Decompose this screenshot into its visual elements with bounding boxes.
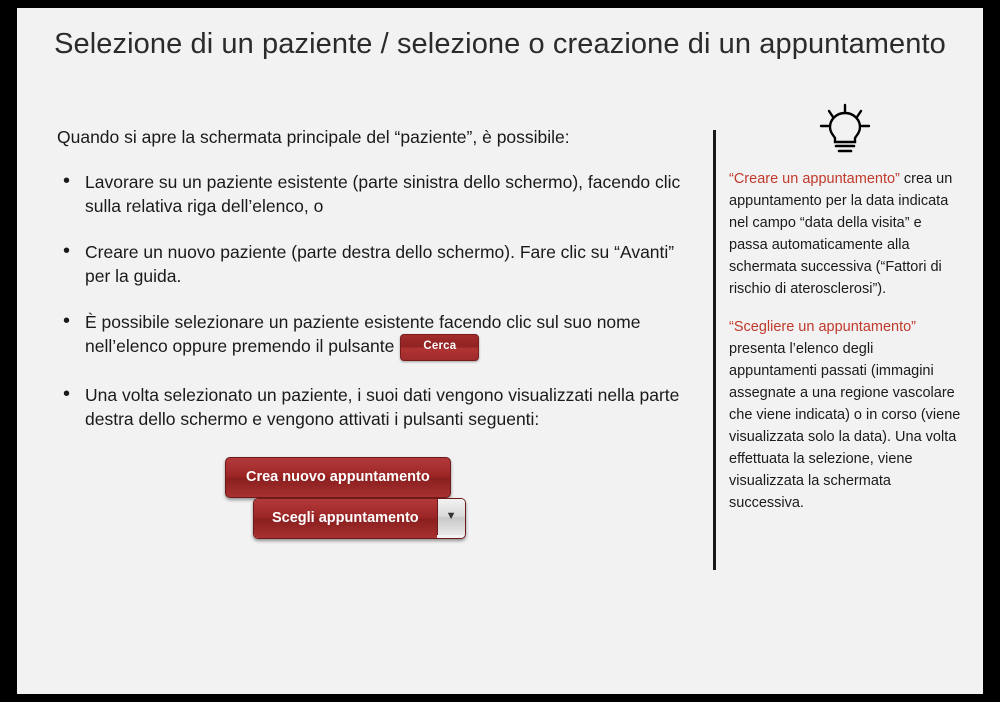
tip-note-2-body: presenta l’elenco degli appuntamenti passati (immagini assegnate a una regione vascolare che viene indicata) o in corso (viene visualizzata solo la data). Una volta effettuata la selezione, viene visualizzata la schermata successiva. [729, 341, 961, 512]
tip-note-2 [729, 316, 961, 514]
list-item [57, 383, 687, 527]
tip-note-1-body: crea un appuntamento per la data indicata nel campo “data della visita” e passa automaticamente alla schermata successiva (“Fattori di rischio di aterosclerosi”). [729, 171, 953, 298]
bullet-list [57, 170, 687, 527]
bullet-text-1: Lavorare su un paziente esistente (parte sinistra dello schermo), facendo clic sulla relativa riga dell’elenco, o [85, 171, 681, 216]
list-item [57, 240, 687, 288]
vertical-divider [713, 130, 716, 570]
list-item [57, 310, 687, 361]
create-appointment-button[interactable]: Crea nuovo appuntamento [225, 457, 451, 498]
tip-note-1-quoted: “Creare un appuntamento” [729, 171, 900, 188]
bullet-text-4: Una volta selezionato un paziente, i suoi dati vengono visualizzati nella parte destra dello schermo e vengono attivati i pulsanti seguenti: [85, 385, 680, 430]
lightbulb-icon [729, 103, 961, 162]
choose-appointment-split-button[interactable] [253, 498, 466, 539]
main-content [57, 126, 687, 527]
tip-sidebar [729, 103, 961, 531]
bullet-text-2: Creare un nuovo paziente (parte destra dello schermo). Fare clic su “Avanti” per la guida. [85, 241, 675, 287]
tip-note-2-quoted: “Scegliere un appuntamento” [729, 319, 917, 336]
page-title: Selezione di un paziente / selezione o creazione di un appuntamento [54, 28, 946, 60]
bullet-text-3: È possibile selezionare un paziente esistente facendo clic sul suo nome nell’elenco oppure premendo il pulsante [85, 312, 641, 357]
tip-note-1 [729, 168, 961, 300]
slide-canvas [17, 8, 983, 694]
intro-paragraph: Quando si apre la schermata principale del “paziente”, è possibile: [57, 127, 570, 147]
chevron-down-icon[interactable]: ▼ [437, 499, 465, 535]
choose-appointment-button[interactable]: Scegli appuntamento [254, 499, 437, 538]
search-button[interactable]: Cerca [400, 334, 479, 361]
button-row [225, 457, 687, 527]
list-item [57, 170, 687, 218]
